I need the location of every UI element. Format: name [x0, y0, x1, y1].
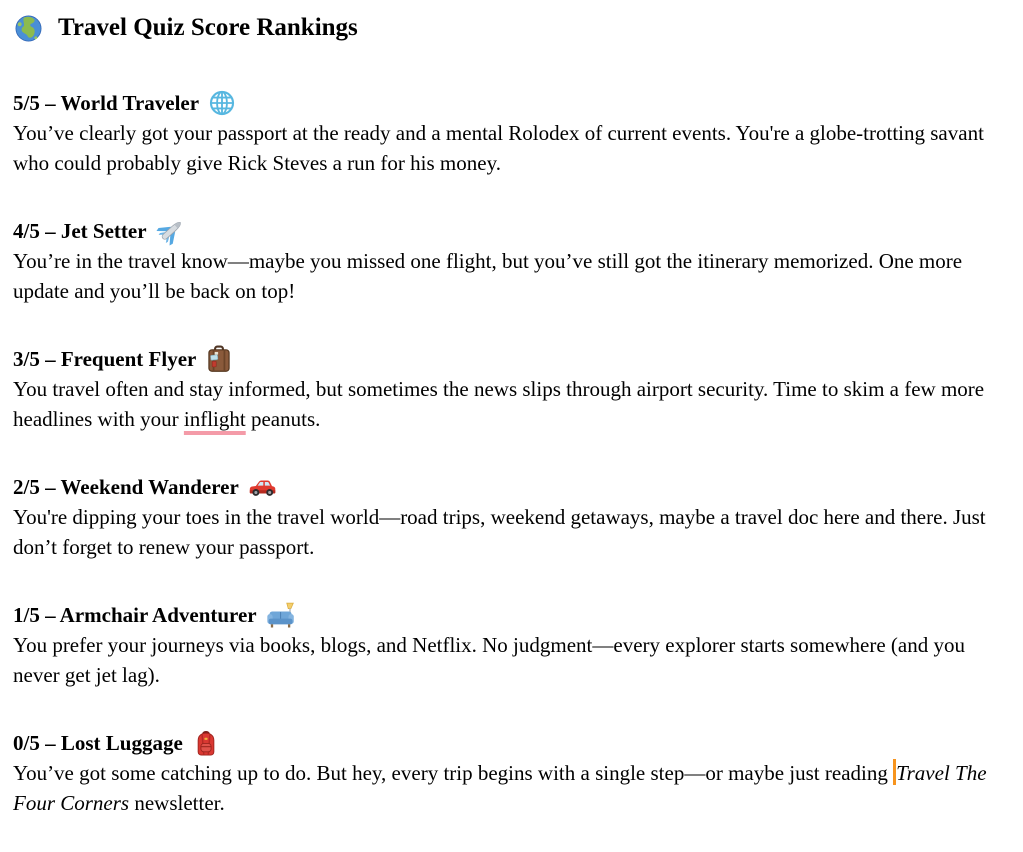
luggage-icon: [205, 345, 233, 373]
description-text: peanuts.: [245, 407, 321, 431]
rank-heading-4-5[interactable]: [13, 216, 1013, 246]
section-5-5: [13, 88, 1013, 178]
rank-heading-text: 5/5 – World Traveler: [13, 91, 200, 115]
rank-heading-text: 2/5 – Weekend Wanderer: [13, 475, 239, 499]
rank-heading-3-5[interactable]: [13, 344, 1013, 374]
newsletter-name: Travel The Four Corners: [13, 761, 987, 815]
rank-description-3-5[interactable]: [13, 374, 1013, 434]
backpack-icon: [192, 729, 220, 757]
rank-heading-text: 3/5 – Frequent Flyer: [13, 347, 197, 371]
description-text: You’ve got some catching up to do. But hey, every trip begins with a single step—or maybe just reading: [13, 761, 894, 785]
rank-description-2-5[interactable]: You're dipping your toes in the travel world—road trips, weekend getaways, maybe a travel doc here and there. Just don’t forget to renew your passport.: [13, 505, 986, 559]
rank-heading-text: 4/5 – Jet Setter: [13, 219, 147, 243]
earth-globe-icon: [13, 13, 44, 44]
airplane-icon: [156, 216, 186, 246]
rank-description-0-5[interactable]: [13, 758, 1013, 818]
rank-heading-2-5[interactable]: [13, 472, 1013, 502]
section-0-5: [13, 728, 1013, 818]
section-2-5: [13, 472, 1013, 562]
section-1-5: [13, 600, 1013, 690]
section-3-5: [13, 344, 1013, 434]
misspelled-word-inflight[interactable]: inflight: [183, 407, 246, 431]
rank-heading-1-5[interactable]: [13, 600, 1013, 630]
globe-with-meridians-icon: [208, 89, 236, 117]
rank-heading-5-5[interactable]: [13, 88, 1013, 118]
rank-description-1-5[interactable]: You prefer your journeys via books, blogs, and Netflix. No judgment—every explorer starts somewhere (and you never get jet lag).: [13, 633, 965, 687]
rank-heading-text: 1/5 – Armchair Adventurer: [13, 603, 257, 627]
section-4-5: [13, 216, 1013, 306]
description-text: newsletter.: [129, 791, 225, 815]
rank-description-5-5[interactable]: You’ve clearly got your passport at the ready and a mental Rolodex of current events. You're a globe-trotting savant who could probably give Rick Steves a run for his money.: [13, 121, 984, 175]
rank-description-4-5[interactable]: You’re in the travel know—maybe you missed one flight, but you’ve still got the itinerary memorized. One more update and you’ll be back on top!: [13, 249, 963, 303]
car-icon: [248, 473, 277, 502]
rank-heading-0-5[interactable]: [13, 728, 1013, 758]
page-title: [13, 12, 1013, 44]
description-text: You travel often and stay informed, but sometimes the news slips through airport security. Time to skim a few more headlines with your: [13, 377, 985, 431]
page-title-text: Travel Quiz Score Rankings: [58, 14, 358, 41]
couch-lamp-icon: [266, 601, 296, 630]
rank-heading-text: 0/5 – Lost Luggage: [13, 731, 183, 755]
